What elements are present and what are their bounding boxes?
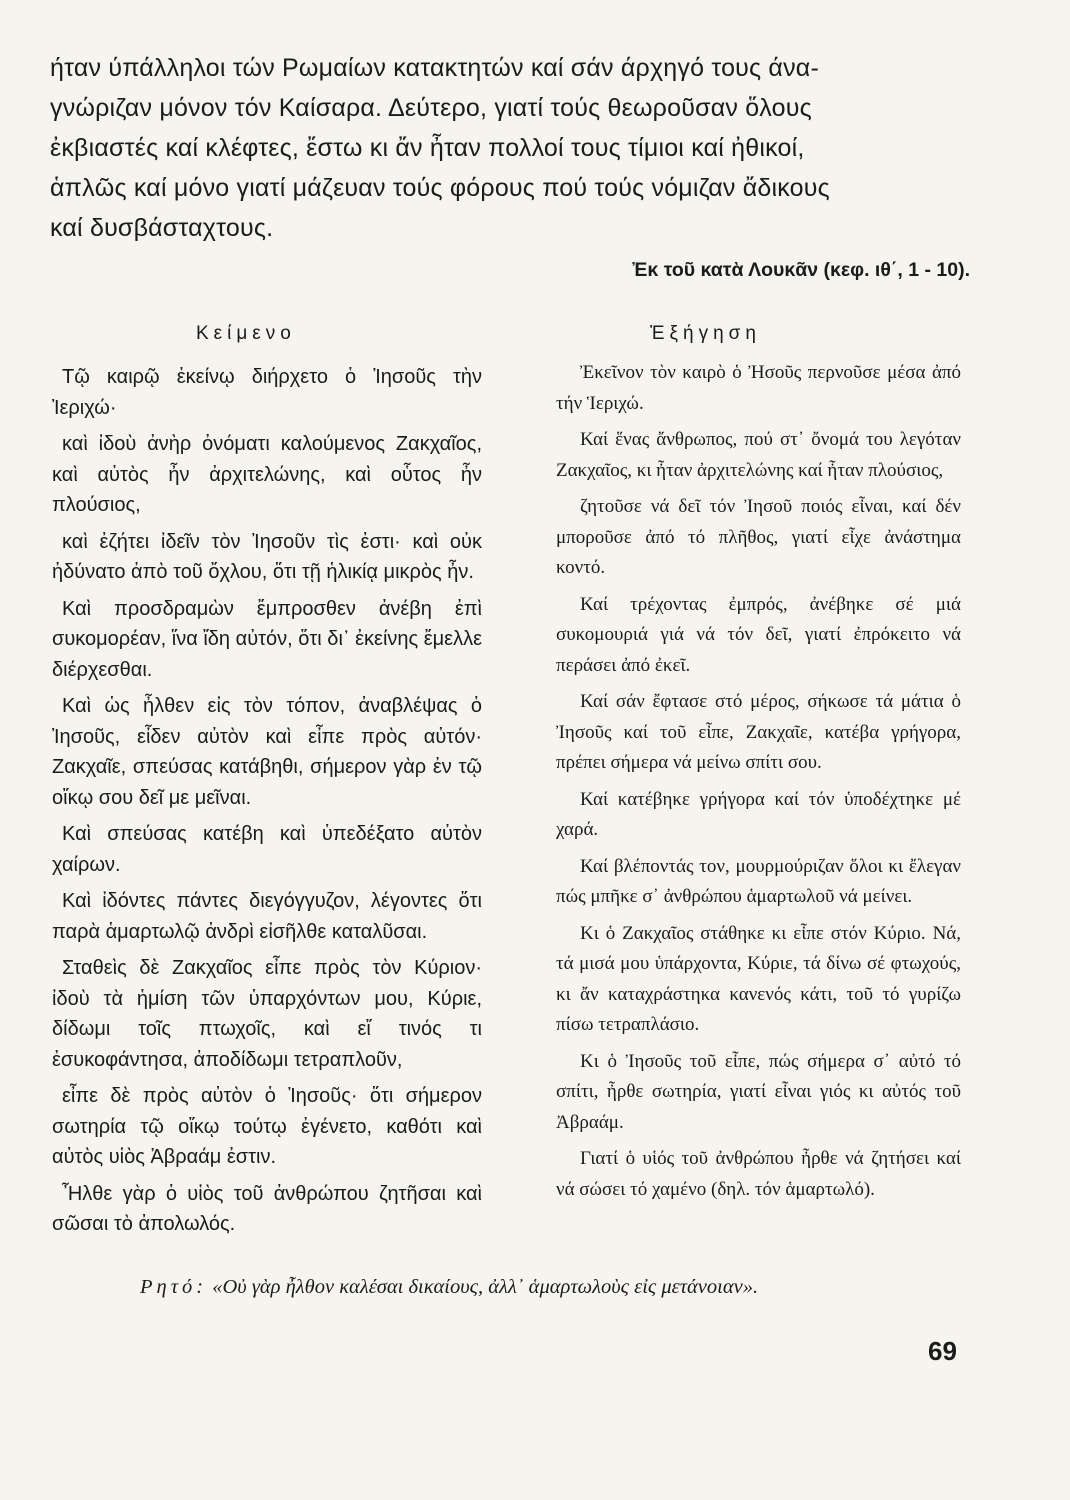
text-paragraph: καὶ ἰδοὺ ἀνὴρ ὀνόματι καλούμενος Ζακχαῖος, καὶ αὐτὸς ἦν ἀρχιτελώνης, καὶ οὗτος ἦν πλούσιος,: [52, 433, 482, 516]
heading-text: Κείμενο: [196, 323, 296, 344]
explanation-column: [556, 358, 961, 1211]
explanation-paragraph: Καί κατέβηκε γρήγορα καί τόν ὑποδέχτηκε μέ χαρά.: [556, 788, 961, 840]
intro-line: ἁπλῶς καί μόνο γιατί μάζευαν τούς φόρους πού τούς νόμιζαν ἄδικους: [50, 174, 830, 202]
page-number: 69: [928, 1336, 957, 1366]
text-paragraph: Σταθεὶς δὲ Ζακχαῖος εἶπε πρὸς τὸν Κύριον· ἰδοὺ τὰ ἡμίση τῶν ὑπαρχόντων μου, Κύριε, δίδωμι τοῖς πτωχοῖς, καὶ εἴ τινός τι ἐσυκοφάντησα, ἀποδίδωμι τετραπλοῦν,: [52, 957, 482, 1071]
key-saying: [140, 1272, 940, 1302]
saying-label: Ρητό:: [140, 1276, 208, 1298]
text-paragraph: Καὶ προσδραμὼν ἔμπροσθεν ἀνέβη ἐπὶ συκομορέαν, ἵνα ἴδη αὐτόν, ὅτι δι᾿ ἐκείνης ἔμελλε διέρχεσθαι.: [52, 597, 482, 681]
explanation-paragraph: Καί βλέποντάς τον, μουρμούριζαν ὅλοι κι ἔλεγαν πώς μπῆκε σ᾿ ἀνθρώπου ἁμαρτωλοῦ νά μείνει.: [556, 855, 961, 907]
explanation-paragraph: Κι ὁ Ζακχαῖος στάθηκε κι εἶπε στόν Κύριο. Νά, τά μισά μου ὑπάρχοντα, Κύριε, τά δίνω σέ φτωχούς, κι ἄν καταχράστηκα κανενός κάτι, τοῦ τό γυρίζω πίσω τετραπλάσιο.: [556, 922, 961, 1035]
text-paragraph: εἶπε δὲ πρὸς αὐτὸν ὁ Ἰησοῦς· ὅτι σήμερον σωτηρία τῷ οἴκῳ τούτῳ ἐγένετο, καθότι καὶ αὐτὸς υἱὸς Ἀβραάμ ἐστιν.: [52, 1085, 482, 1168]
intro-line: ἐκβιαστές καί κλέφτες, ἔστω κι ἄν ἦταν πολλοί τους τίμιοι καί ἠθικοί,: [50, 134, 805, 162]
gospel-source: Ἐκ τοῦ κατὰ Λουκᾶν (κεφ. ιθ΄, 1 - 10).: [632, 259, 970, 281]
text-paragraph: Τῷ καιρῷ ἐκείνῳ διήρχετο ὁ Ἰησοῦς τὴν Ἰεριχώ·: [52, 366, 482, 419]
explanation-paragraph: Κι ὁ Ἰησοῦς τοῦ εἶπε, πώς σήμερα σ᾿ αὐτό τό σπίτι, ἦρθε σωτηρία, γιατί εἶναι γιός κι αὐτός τοῦ Ἀβραάμ.: [556, 1050, 961, 1133]
text-paragraph: καὶ ἐζήτει ἰδεῖν τὸν Ἰησοῦν τὶς ἐστι· καὶ οὐκ ἠδύνατο ἀπὸ τοῦ ὄχλου, ὅτι τῇ ἡλικίᾳ μικρὸς ἦν.: [52, 530, 482, 583]
explanation-paragraph: Καί σάν ἔφτασε στό μέρος, σήκωσε τά μάτια ὁ Ἰησοῦς καί τοῦ εἶπε, Ζακχαῖε, κατέβα γρήγορα, πρέπει σήμερα νά μείνω σπίτι σου.: [556, 691, 961, 773]
text-paragraph: Καὶ ἰδόντες πάντες διεγόγγυζον, λέγοντες ὅτι παρὰ ἁμαρτωλῷ ἀνδρὶ εἰσῆλθε καταλῦσαι.: [52, 890, 482, 943]
explanation-paragraph: Καί ἕνας ἄνθρωπος, πού στ᾿ ὄνομά του λεγόταν Ζακχαῖος, κι ἦταν ἀρχιτελώνης καί ἦταν πλούσιος,: [556, 429, 961, 481]
explanation-paragraph: Γιατί ὁ υἱός τοῦ ἀνθρώπου ἦρθε νά ζητήσει καί νά σώσει τό χαμένο (δηλ. τόν ἁμαρτωλό).: [556, 1148, 961, 1200]
text-paragraph: Καὶ σπεύσας κατέβη καὶ ὑπεδέξατο αὐτὸν χαίρων.: [52, 823, 482, 876]
saying-text: «Οὐ γὰρ ἦλθον καλέσαι δικαίους, ἀλλ᾿ ἁμαρτωλοὺς εἰς μετάνοιαν».: [212, 1276, 759, 1298]
original-text-column: [52, 362, 482, 1246]
text-paragraph: Καὶ ὡς ἦλθεν εἰς τὸν τόπον, ἀναβλέψας ὁ Ἰησοῦς, εἶδεν αὐτὸν καὶ εἶπε πρὸς αὐτόν· Ζακχαῖε, σπεύσας κατάβηθι, σήμερον γὰρ ἐν τῷ οἴκῳ σου δεῖ με μεῖναι.: [52, 695, 482, 809]
intro-line: καί δυσβάσταχτους.: [50, 214, 274, 242]
explanation-paragraph: Ἐκεῖνον τὸν καιρὸ ὁ Ἠσοῦς περνοῦσε μέσα ἀπό τήν Ἱεριχώ.: [556, 362, 961, 414]
intro-paragraph: [50, 48, 965, 248]
intro-line: γνώριζαν μόνον τόν Καίσαρα. Δεύτερο, γιατί τούς θεωροῦσαν ὅλους: [50, 94, 812, 122]
text-paragraph: Ἦλθε γὰρ ὁ υἱὸς τοῦ ἀνθρώπου ζητῆσαι καὶ σῶσαι τὸ ἀπολωλός.: [52, 1182, 482, 1235]
intro-line: ήταν ύπάλληλοι τών Ρωμαίων κατακτητών καί σάν άρχηγό τους άνα-: [50, 54, 819, 82]
explanation-paragraph: Καί τρέχοντας ἐμπρός, ἀνέβηκε σέ μιά συκομουριά γιά νά τόν δεῖ, γιατί ἐπρόκειτο νά περάσει ἀπό ἐκεῖ.: [556, 593, 961, 676]
explanation-paragraph: ζητοῦσε νά δεῖ τόν Ἰησοῦ ποιός εἶναι, καί δέν μποροῦσε ἀπό τό πλῆθος, γιατί εἶχε ἀνάστημα κοντό.: [556, 496, 961, 578]
heading-explanation: Ἐξήγηση: [650, 323, 761, 344]
